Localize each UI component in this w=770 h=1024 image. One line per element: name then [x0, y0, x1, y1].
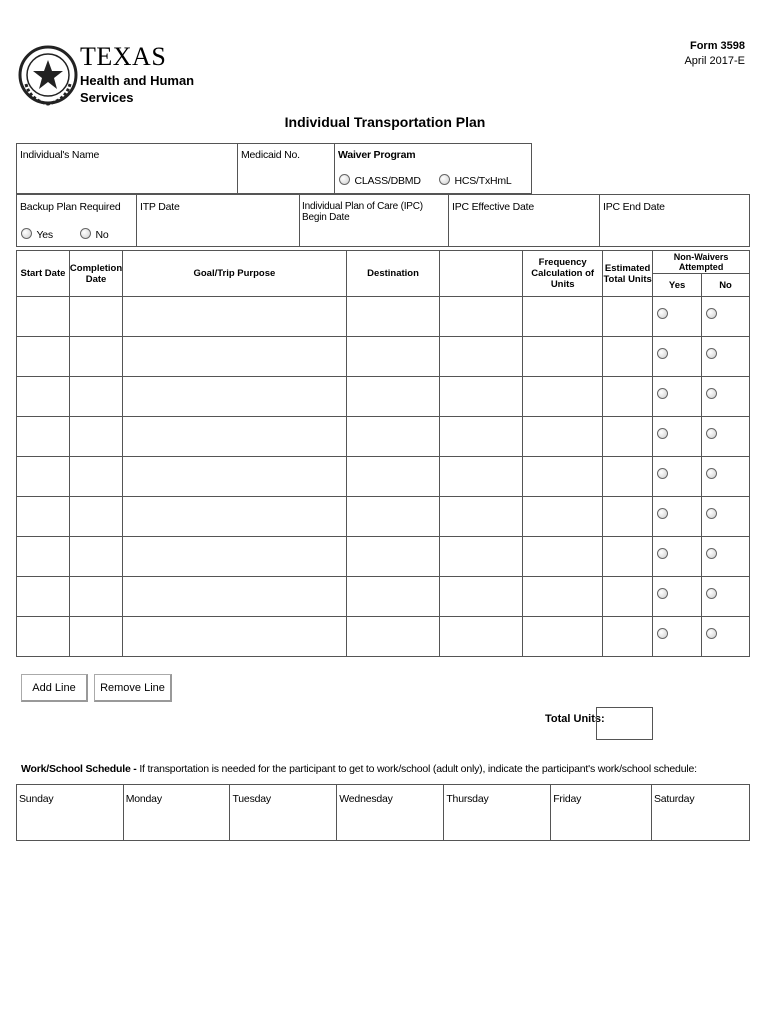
completion-date-cell[interactable] [69, 497, 122, 537]
schedule-day-sunday[interactable] [17, 785, 124, 841]
non-waiver-no-radio-cell [702, 337, 750, 377]
estimated-units-cell[interactable] [603, 497, 653, 537]
schedule-day-label: Thursday [446, 793, 489, 805]
start-date-cell[interactable] [17, 457, 70, 497]
completion-date-cell[interactable] [69, 417, 122, 457]
schedule-day-wednesday[interactable] [337, 785, 444, 841]
schedule-day-label: Saturday [653, 793, 695, 805]
individual-name-label: Individual's Name [20, 149, 100, 161]
schedule-day-thursday[interactable] [444, 785, 551, 841]
non-waiver-yes-radio[interactable] [657, 428, 668, 439]
individual-name-field[interactable] [16, 143, 238, 194]
non-waiver-yes-radio[interactable] [657, 348, 668, 359]
start-date-cell[interactable] [17, 577, 70, 617]
itp-date-label: ITP Date [140, 201, 180, 213]
estimated-units-cell[interactable] [603, 377, 653, 417]
non-waiver-yes-radio-cell [653, 617, 702, 657]
non-waiver-no-radio[interactable] [706, 588, 717, 599]
schedule-day-tuesday[interactable] [230, 785, 337, 841]
goal-cell[interactable] [123, 577, 346, 617]
table-row [17, 337, 750, 377]
non-waiver-yes-radio-cell [653, 577, 702, 617]
backup-plan-label: Backup Plan Required [20, 201, 121, 213]
goal-cell[interactable] [123, 537, 346, 577]
destination-cell[interactable] [346, 377, 440, 417]
estimated-units-cell[interactable] [603, 457, 653, 497]
schedule-day-saturday[interactable] [651, 785, 749, 841]
header-yes: Yes [653, 274, 702, 297]
backup-option-label: No [95, 229, 109, 241]
table-row [17, 617, 750, 657]
non-waiver-yes-radio[interactable] [657, 468, 668, 479]
start-date-cell[interactable] [17, 537, 70, 577]
non-waiver-no-radio-cell [702, 497, 750, 537]
non-waiver-yes-radio-cell [653, 497, 702, 537]
goal-cell[interactable] [123, 377, 346, 417]
destination-cell[interactable] [346, 337, 440, 377]
destination-cell[interactable] [346, 537, 440, 577]
non-waiver-no-radio[interactable] [706, 468, 717, 479]
goal-cell[interactable] [123, 617, 346, 657]
goal-cell[interactable] [123, 297, 346, 337]
table-row [17, 537, 750, 577]
header-completion-date: Completion Date [69, 251, 122, 297]
ipc-end-label: IPC End Date [603, 201, 665, 213]
backup-plan-group [16, 194, 137, 247]
destination-cell[interactable] [346, 577, 440, 617]
radio-icon [339, 174, 350, 185]
form-date: April 2017-E [684, 55, 745, 67]
non-waiver-no-radio[interactable] [706, 348, 717, 359]
table-row [17, 297, 750, 337]
non-waiver-yes-radio[interactable] [657, 308, 668, 319]
non-waiver-no-radio[interactable] [706, 308, 717, 319]
frequency-cell[interactable] [523, 377, 603, 417]
waiver-option-label: CLASS/DBMD [354, 175, 421, 187]
completion-date-cell[interactable] [69, 337, 122, 377]
start-date-cell[interactable] [17, 377, 70, 417]
frequency-cell[interactable] [523, 297, 603, 337]
destination-cell[interactable] [346, 417, 440, 457]
goal-cell[interactable] [123, 497, 346, 537]
goal-cell[interactable] [123, 457, 346, 497]
header-no: No [702, 274, 750, 297]
non-waiver-no-radio-cell [702, 537, 750, 577]
total-units-input[interactable] [596, 707, 653, 740]
schedule-day-label: Sunday [19, 793, 54, 805]
table-row [17, 457, 750, 497]
completion-date-cell[interactable] [69, 377, 122, 417]
non-waiver-no-radio-cell [702, 377, 750, 417]
header-estimated-units: Estimated Total Units [603, 251, 653, 297]
agency-name-line3: Services [80, 90, 134, 105]
remove-line-button[interactable]: Remove Line [94, 674, 172, 702]
destination-cell[interactable] [346, 297, 440, 337]
non-waiver-yes-radio-cell [653, 377, 702, 417]
medicaid-number-field[interactable] [237, 143, 335, 194]
agency-name-texas: TEXAS [80, 42, 167, 71]
waiver-hcs-txhml-radio[interactable] [439, 171, 512, 189]
blank-cell[interactable] [440, 337, 523, 377]
schedule-day-monday[interactable] [123, 785, 230, 841]
non-waiver-no-radio[interactable] [706, 508, 717, 519]
destination-cell[interactable] [346, 617, 440, 657]
non-waiver-no-radio[interactable] [706, 388, 717, 399]
agency-name-line2: Health and Human [80, 73, 195, 88]
schedule-heading [21, 763, 697, 775]
frequency-cell[interactable] [523, 577, 603, 617]
page-title: Individual Transportation Plan [284, 114, 486, 130]
frequency-cell[interactable] [523, 417, 603, 457]
non-waiver-no-radio[interactable] [706, 628, 717, 639]
estimated-units-cell[interactable] [603, 577, 653, 617]
table-row [17, 577, 750, 617]
blank-cell[interactable] [440, 377, 523, 417]
frequency-cell[interactable] [523, 617, 603, 657]
goal-cell[interactable] [123, 417, 346, 457]
non-waiver-yes-radio[interactable] [657, 588, 668, 599]
destination-cell[interactable] [346, 457, 440, 497]
backup-yes-radio[interactable] [21, 225, 53, 243]
start-date-cell[interactable] [17, 497, 70, 537]
frequency-cell[interactable] [523, 457, 603, 497]
waiver-program-group [334, 143, 532, 194]
schedule-day-label: Tuesday [232, 793, 271, 805]
header-goal: Goal/Trip Purpose [123, 251, 346, 297]
total-units-label: Total Units: [545, 713, 605, 725]
header-start-date: Start Date [17, 251, 70, 297]
start-date-cell[interactable] [17, 417, 70, 457]
form-number: Form 3598 [689, 40, 745, 52]
backup-no-radio[interactable] [80, 225, 108, 243]
estimated-units-cell[interactable] [603, 297, 653, 337]
non-waiver-no-radio-cell [702, 577, 750, 617]
header-destination: Destination [346, 251, 440, 297]
start-date-cell[interactable] [17, 297, 70, 337]
schedule-day-label: Friday [553, 793, 582, 805]
schedule-table [16, 784, 750, 841]
add-line-button[interactable]: Add Line [21, 674, 88, 702]
schedule-heading-bold: Work/School Schedule - [21, 763, 140, 775]
start-date-cell[interactable] [17, 337, 70, 377]
frequency-cell[interactable] [523, 497, 603, 537]
backup-option-label: Yes [36, 229, 53, 241]
frequency-cell[interactable] [523, 537, 603, 577]
non-waiver-no-radio[interactable] [706, 548, 717, 559]
frequency-cell[interactable] [523, 337, 603, 377]
header-blank [440, 251, 523, 297]
blank-cell[interactable] [440, 537, 523, 577]
blank-cell[interactable] [440, 417, 523, 457]
completion-date-cell[interactable] [69, 457, 122, 497]
schedule-heading-text: If transportation is needed for the participant to get to work/school (adult only), indicate the participant's work/school schedule: [139, 763, 697, 775]
blank-cell[interactable] [440, 577, 523, 617]
schedule-day-friday[interactable] [551, 785, 652, 841]
table-row [17, 417, 750, 457]
radio-icon [439, 174, 450, 185]
ipc-begin-label: Individual Plan of Care (IPC) Begin Date [302, 201, 423, 223]
destination-cell[interactable] [346, 497, 440, 537]
goal-cell[interactable] [123, 337, 346, 377]
radio-icon [21, 228, 32, 239]
radio-icon [80, 228, 91, 239]
schedule-day-label: Monday [125, 793, 162, 805]
header-non-waivers: Non-Waivers Attempted [653, 251, 750, 274]
non-waiver-yes-radio[interactable] [657, 388, 668, 399]
schedule-day-label: Wednesday [339, 793, 393, 805]
waiver-program-label: Waiver Program [338, 149, 416, 161]
non-waiver-yes-radio-cell [653, 537, 702, 577]
table-row [17, 377, 750, 417]
estimated-units-cell[interactable] [603, 537, 653, 577]
non-waiver-no-radio-cell [702, 417, 750, 457]
non-waiver-yes-radio-cell [653, 297, 702, 337]
estimated-units-cell[interactable] [603, 337, 653, 377]
waiver-option-label: HCS/TxHmL [454, 175, 512, 187]
table-row [17, 497, 750, 537]
non-waiver-yes-radio[interactable] [657, 548, 668, 559]
non-waiver-yes-radio[interactable] [657, 628, 668, 639]
completion-date-cell[interactable] [69, 617, 122, 657]
blank-cell[interactable] [440, 297, 523, 337]
ipc-effective-date-field[interactable] [448, 194, 600, 247]
ipc-effective-label: IPC Effective Date [452, 201, 534, 213]
non-waiver-no-radio[interactable] [706, 428, 717, 439]
start-date-cell[interactable] [17, 617, 70, 657]
completion-date-cell[interactable] [69, 577, 122, 617]
blank-cell[interactable] [440, 457, 523, 497]
plan-table [16, 250, 750, 657]
non-waiver-no-radio-cell [702, 457, 750, 497]
non-waiver-yes-radio-cell [653, 417, 702, 457]
estimated-units-cell[interactable] [603, 417, 653, 457]
itp-date-field[interactable] [136, 194, 300, 247]
waiver-class-dbmd-radio[interactable] [339, 171, 421, 189]
medicaid-label: Medicaid No. [241, 149, 300, 161]
blank-cell[interactable] [440, 497, 523, 537]
completion-date-cell[interactable] [69, 537, 122, 577]
non-waiver-no-radio-cell [702, 617, 750, 657]
non-waiver-no-radio-cell [702, 297, 750, 337]
non-waiver-yes-radio-cell [653, 457, 702, 497]
estimated-units-cell[interactable] [603, 617, 653, 657]
non-waiver-yes-radio-cell [653, 337, 702, 377]
texas-seal-logo [18, 38, 78, 112]
completion-date-cell[interactable] [69, 297, 122, 337]
ipc-end-date-field[interactable] [599, 194, 750, 247]
ipc-begin-date-field[interactable] [299, 194, 449, 247]
non-waiver-yes-radio[interactable] [657, 508, 668, 519]
blank-cell[interactable] [440, 617, 523, 657]
header-frequency: Frequency Calculation of Units [523, 251, 603, 297]
